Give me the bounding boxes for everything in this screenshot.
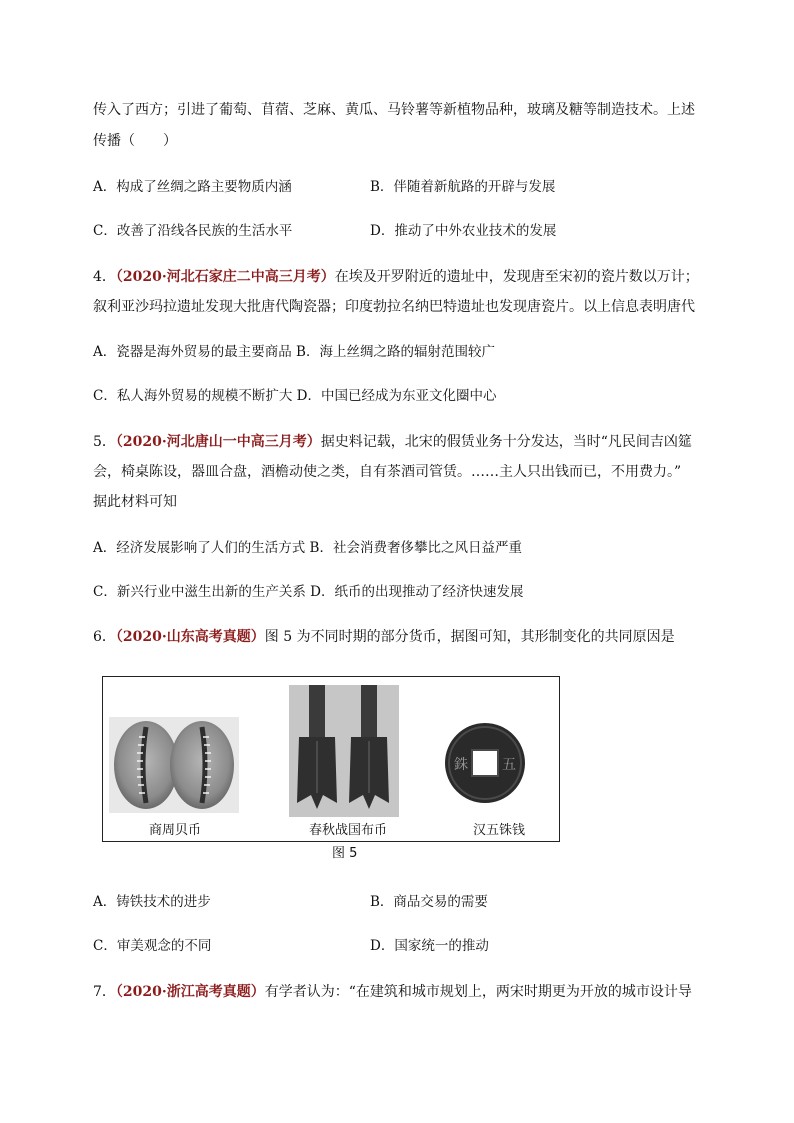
question-number: 5． [93, 434, 116, 450]
coin-glyph: 銖 [454, 757, 468, 773]
question-7-line1 [93, 982, 692, 1002]
option-c: C．改善了沿线各民族的生活水平 [93, 223, 293, 239]
figure-5-box [102, 676, 560, 842]
question-5-line2: 会，椅桌陈设，器皿合盘，酒檐动使之类，自有茶酒司管赁。……主人只出钱而已，不用费力。” [93, 464, 682, 480]
option-b: B．伴随着新航路的开辟与发展 [370, 179, 556, 195]
question-4-line2: 叙利亚沙玛拉遗址发现大批唐代陶瓷器；印度勃拉名纳巴特遗址也发现唐瓷片。以上信息表明唐代 [93, 299, 695, 315]
question-source: （2020·浙江高考真题） [115, 984, 265, 1000]
question-source: （2020·山东高考真题） [115, 629, 265, 645]
options-cd: C．私人海外贸易的规模不断扩大 D．中国已经成为东亚文化圈中心 [93, 388, 497, 404]
caption-wuzhu-coin: 汉五铢钱 [473, 823, 526, 838]
option-a: A．铸铁技术的进步 [93, 894, 211, 910]
question-source: （2020·河北唐山一中高三月考） [115, 434, 321, 450]
question-text: 有学者认为：“在建筑和城市规划上，两宋时期更为开放的城市设计导 [264, 984, 692, 1000]
question-source: （2020·河北石家庄二中高三月考） [115, 269, 335, 285]
caption-spade-currency: 春秋战国布币 [309, 823, 388, 838]
shell-currency-image [109, 717, 239, 813]
options-ab: A．瓷器是海外贸易的最主要商品 B．海上丝绸之路的辐射范围较广 [93, 344, 495, 360]
question-text: 据史料记载，北宋的假赁业务十分发达，当时“凡民间吉凶筵 [320, 434, 692, 450]
question-text-line: 传入了西方；引进了葡萄、苜蓿、芝麻、黄瓜、马铃薯等新植物品种，玻璃及糖等制造技术。上述 [93, 102, 695, 118]
question-number: 7． [93, 984, 116, 1000]
wuzhu-coin-image [443, 721, 527, 805]
caption-shell-currency: 商周贝币 [149, 823, 202, 838]
option-a: A．构成了丝绸之路主要物质内涵 [93, 179, 292, 195]
options-cd: C．新兴行业中滋生出新的生产关系 D．纸币的出现推动了经济快速发展 [93, 584, 524, 600]
question-6-line1 [93, 627, 675, 647]
question-text-line: 传播（ ） [93, 133, 177, 149]
question-number: 4． [93, 269, 116, 285]
question-4-line1 [93, 267, 699, 287]
figure-label: 图 5 [332, 846, 358, 861]
question-text: 图 5 为不同时期的部分货币，据图可知，其形制变化的共同原因是 [264, 629, 675, 645]
question-text: 在埃及开罗附近的遗址中，发现唐至宋初的瓷片数以万计； [334, 269, 699, 285]
coin-glyph: 五 [502, 757, 516, 773]
options-ab: A．经济发展影响了人们的生活方式 B．社会消费奢侈攀比之风日益严重 [93, 540, 522, 556]
option-b: B．商品交易的需要 [370, 894, 488, 910]
spade-currency-image [289, 685, 399, 817]
question-number: 6． [93, 629, 116, 645]
question-5-line3: 据此材料可知 [93, 494, 177, 510]
option-c: C．审美观念的不同 [93, 938, 212, 954]
option-d: D．国家统一的推动 [370, 938, 489, 954]
question-5-line1 [93, 432, 692, 452]
option-d: D．推动了中外农业技术的发展 [370, 223, 557, 239]
